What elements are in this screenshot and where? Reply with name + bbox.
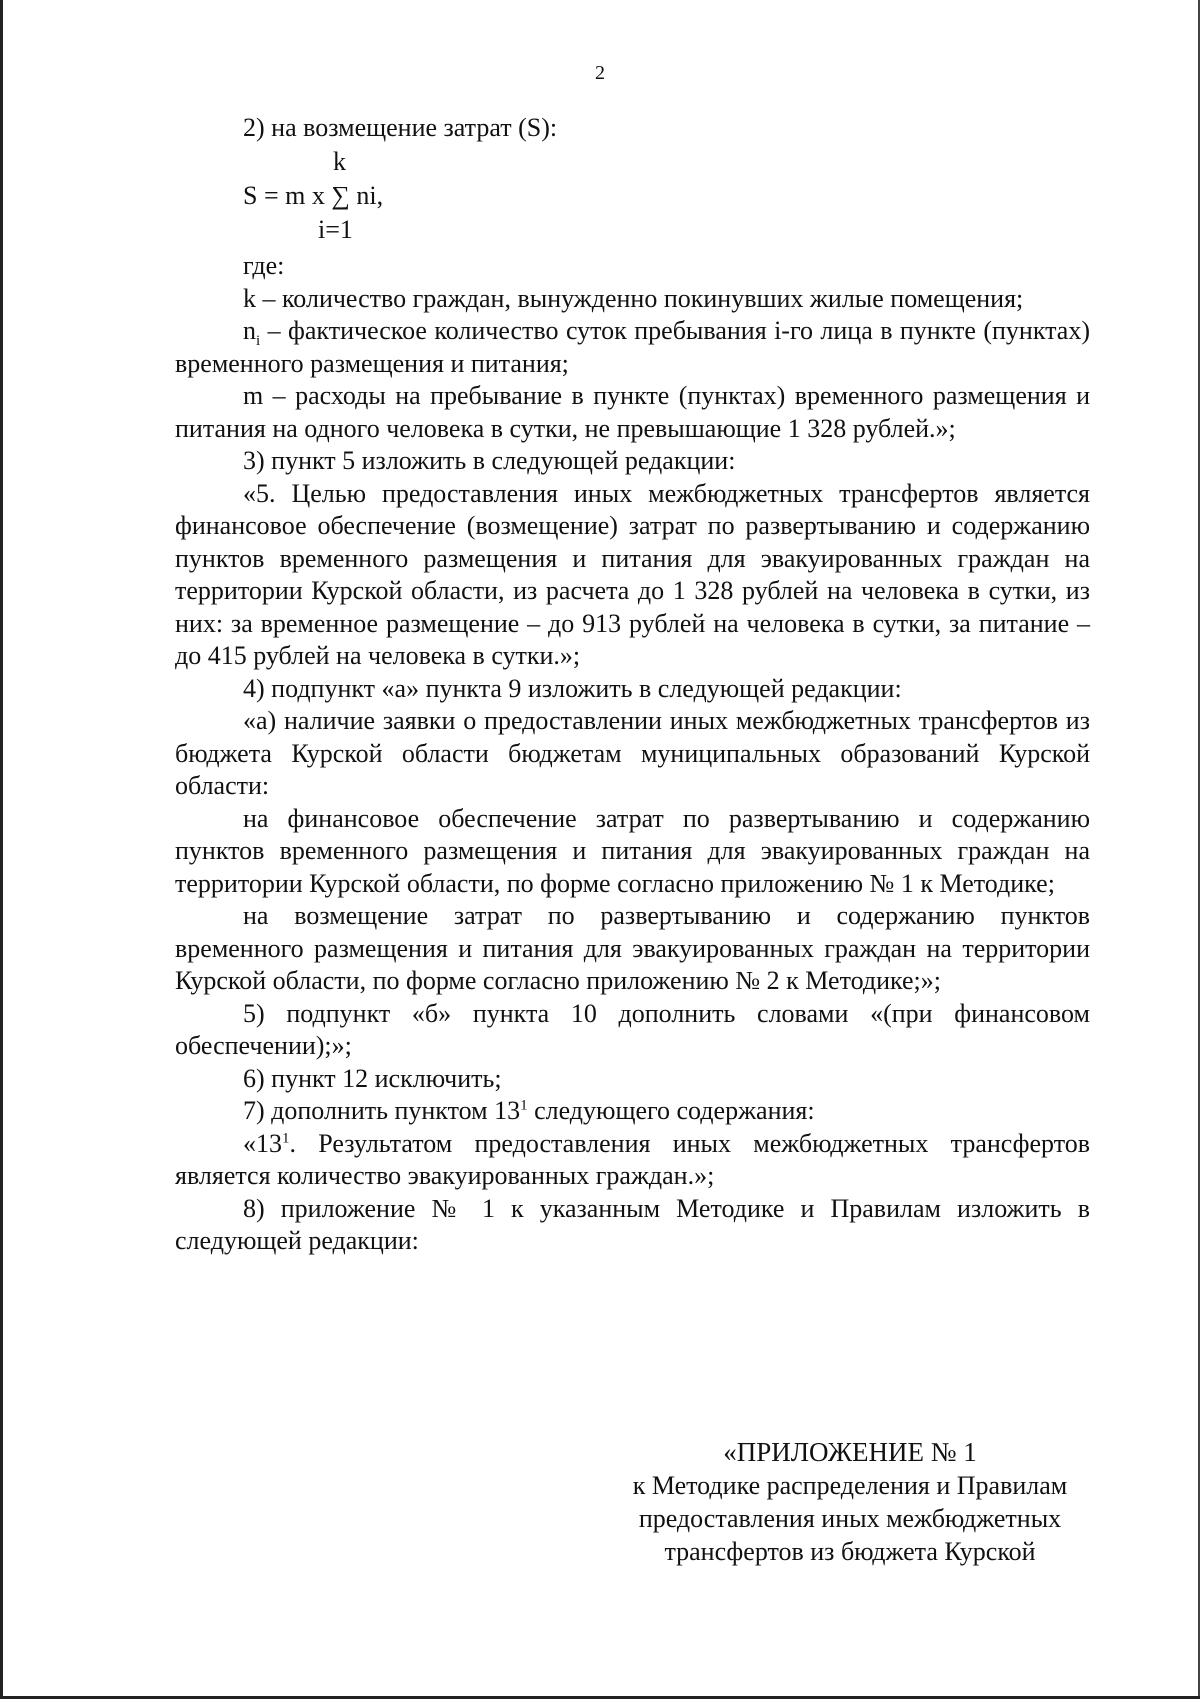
item-7-sup: 1	[520, 1097, 528, 1114]
definition-k: k – количество граждан, вынужденно покинувших жилые помещения;	[243, 283, 1024, 313]
appendix-header	[600, 1436, 1100, 1568]
item-7-quote	[175, 1128, 1090, 1193]
item-4-paragraph-2: на возмещение затрат по развертыванию и содержанию пунктов временного размещения и питания для эвакуированных граждан на территории Курской области, по форме согласно приложению № 2 к Методике;»;	[175, 901, 1090, 995]
document-body	[175, 112, 1090, 1258]
item-2-heading: 2) на возмещение затрат (S):	[243, 113, 558, 142]
item-6: 6) пункт 12 исключить;	[243, 1063, 502, 1093]
n-symbol: n	[243, 316, 256, 345]
appendix-line-3: трансфертов из бюджета Курской	[664, 1537, 1036, 1566]
item-7-pre: 7) дополнить пунктом 13	[243, 1096, 521, 1125]
definition-n-text: – фактическое количество суток пребывания i-го лица в пункте (пунктах) временного размещения и питания;	[175, 316, 1091, 378]
appendix-line-1: к Методике распределения и Правилам	[632, 1471, 1068, 1500]
where-label: где:	[243, 251, 285, 280]
formula-block	[175, 112, 1090, 244]
item-4-paragraph-1: на финансовое обеспечение затрат по развертыванию и содержанию пунктов временного размещения и питания для эвакуированных граждан на территории Курской области, по форме согласно приложению № 1 к Методике;	[175, 803, 1090, 898]
n-subscript: i	[256, 333, 261, 350]
scan-edge-left	[0, 0, 3, 1699]
definition-m: m – расходы на пребывание в пункте (пунктах) временного размещения и питания на одного человека в сутки, не превышающие 1 328 рублей.»;	[175, 381, 1090, 443]
item-7-post: следующего содержания:	[527, 1096, 815, 1125]
item-4: 4) подпункт «а» пункта 9 изложить в следующей редакции:	[243, 673, 902, 703]
formula-upper-limit: k	[333, 147, 346, 176]
item-3: 3) пункт 5 изложить в следующей редакции:	[243, 446, 736, 475]
item-7	[175, 1095, 1090, 1128]
item-8: 8) приложение № 1 к указанным Методике и Правилам изложить в следующей редакции:	[175, 1193, 1090, 1255]
item-7-quote-sup: 1	[282, 1129, 290, 1146]
appendix-line-2: предоставления иных межбюджетных	[638, 1504, 1062, 1533]
page-number: 2	[595, 62, 605, 84]
formula-expression: S = m x ∑ ni,	[243, 181, 384, 210]
item-7-quote-pre: «13	[243, 1128, 282, 1158]
item-7-quote-post: . Результатом предоставления иных межбюджетных трансфертов является количество эвакуированных граждан.»;	[175, 1128, 1090, 1190]
formula-lower-limit: i=1	[318, 215, 353, 244]
appendix-title: «ПРИЛОЖЕНИЕ № 1	[723, 1437, 977, 1467]
item-4-text: «а) наличие заявки о предоставлении иных межбюджетных трансфертов из бюджета Курской области бюджетам муниципальных образований Курской области:	[175, 706, 1090, 800]
item-3-text: «5. Целью предоставления иных межбюджетных трансфертов является финансовое обеспечение (возмещение) затрат по развертыванию и содержанию пунктов временного размещения и питания для эвакуированных граждан на территории Курской области, из расчета до 1 328 рублей на человека в сутки, из них: за временное размещение – до 913 рублей на человека в сутки, за питание – до 415 рублей на человека в сутки.»;	[175, 478, 1090, 670]
definition-n	[175, 315, 1090, 380]
item-5: 5) подпункт «б» пункта 10 дополнить словами «(при финансовом обеспечении);»;	[175, 998, 1090, 1060]
